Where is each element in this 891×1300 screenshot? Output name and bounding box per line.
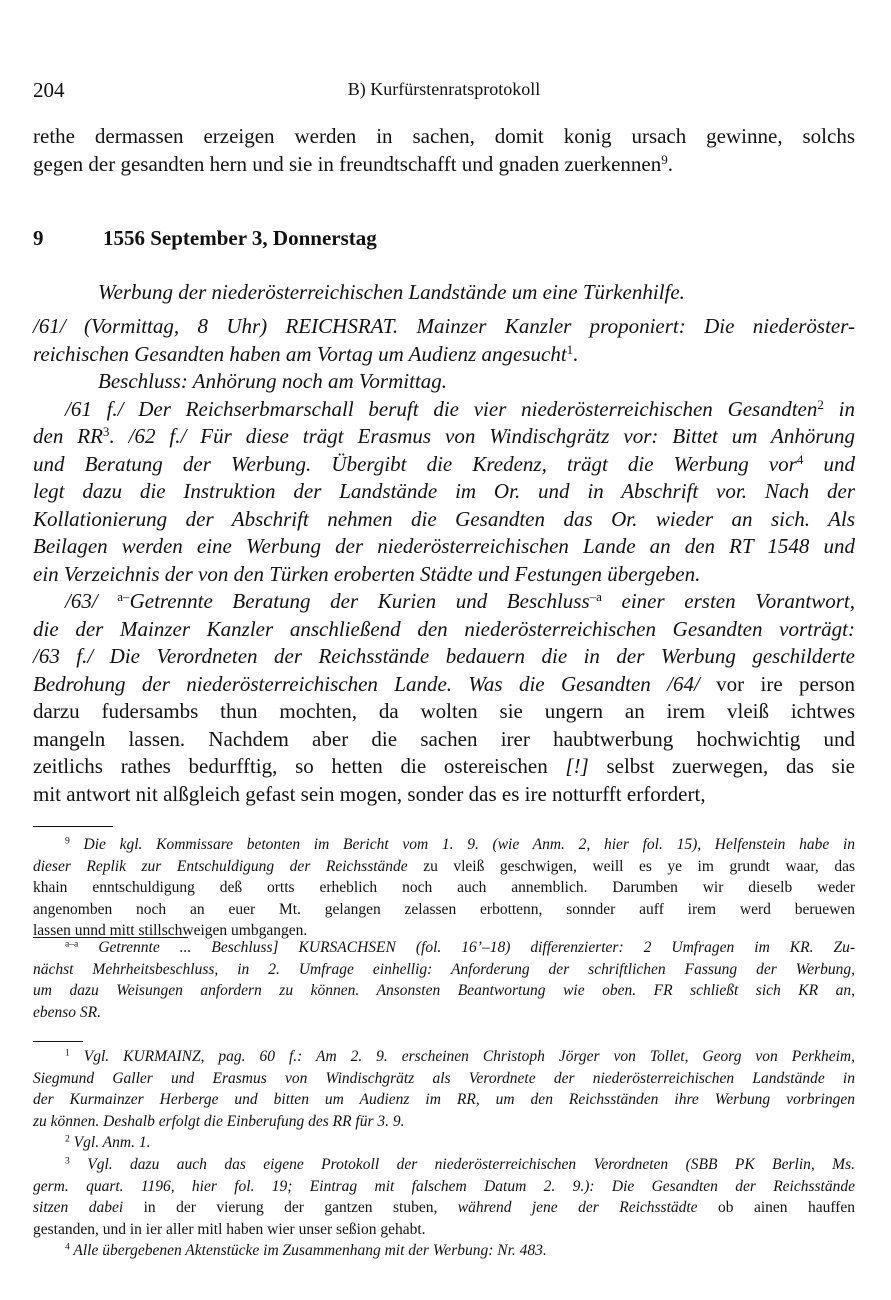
- footnote-rule: [33, 1041, 83, 1042]
- note-marker: 3: [102, 423, 110, 439]
- note-marker: 4: [796, 451, 804, 467]
- note-marker: 2: [65, 1134, 70, 1146]
- carryover-text: [33, 123, 855, 178]
- text-segment: mangeln lassen. Nachdem aber die sachen irer haubtwerbung hochwichtig und: [33, 726, 855, 751]
- text-segment: gestanden, und in ier aller mitl haben wier unser seßion gehabt.: [33, 1220, 426, 1238]
- text-line: [33, 313, 855, 341]
- text-line: [33, 396, 855, 424]
- text-line: [33, 1197, 855, 1219]
- text-segment: der Kurmainzer Herberge und bitten um Audienz im RR, um den Reichsständen ihre Werbung vorbringen: [33, 1091, 855, 1109]
- page-number: 204: [33, 78, 65, 102]
- text-segment: Bedrohung der niederösterreichischen Lande. Was die Gesandten /64/: [33, 671, 700, 696]
- text-line: [33, 588, 855, 616]
- text-line: [33, 726, 855, 754]
- paragraph: [33, 313, 855, 368]
- text-segment: zu vleiß geschwigen, weill es ye im grundt waar, das: [407, 857, 855, 875]
- text-segment: reichischen Gesandten haben am Vortag um Audienz angesucht: [33, 341, 567, 366]
- text-segment: nächst Mehrheitsbeschluss, in 2. Umfrage einhellig: Anforderung der schriftlichen Fassung der Werbung,: [33, 960, 855, 978]
- paragraph: [33, 368, 855, 396]
- text-line: [33, 123, 855, 151]
- text-segment: Beschluss: Anhörung noch am Vormittag.: [98, 369, 448, 393]
- text-segment: Vgl. Anm. 1.: [69, 1134, 151, 1152]
- text-segment: /61/ (Vormittag, 8 Uhr) REICHSRAT. Mainzer Kanzler proponiert: Die niederöster-: [33, 314, 855, 338]
- text-line: [33, 1068, 855, 1090]
- text-line: [33, 1219, 855, 1241]
- text-segment: Getrennte ... Beschluss] KURSACHSEN (fol. 16’–18) differenzierter: 2 Umfragen im KR. Zu-: [78, 939, 855, 956]
- text-segment: /63/: [65, 589, 118, 613]
- text-segment: Siegmund Galler und Erasmus von Windischgrätz als Verordnete der niederösterreichischen Landstände in: [33, 1069, 855, 1087]
- text-segment: Vgl. dazu auch das eigene Protokoll der niederösterreichischen Verordneten (SBB PK Berlin, Ms.: [69, 1156, 855, 1173]
- text-line: [33, 1154, 855, 1176]
- entry-number: 9: [33, 226, 44, 250]
- text-segment: dieser Replik zur Entschuldigung der Reichsstände: [33, 857, 408, 875]
- text-line: [33, 1111, 855, 1133]
- text-line: [33, 834, 855, 856]
- text-segment: zeitlichs rathes bedurfftig, so hetten die ostereischen: [33, 754, 566, 778]
- text-line: [33, 451, 855, 479]
- text-segment: . /62 f./ Für diese trägt Erasmus von Windischgrätz vor: Bittet um Anhörung: [109, 424, 855, 448]
- text-line: [33, 478, 855, 506]
- text-line: [33, 781, 855, 809]
- text-segment: und: [803, 451, 855, 476]
- note-marker: 4: [65, 1242, 70, 1254]
- text-segment: khain enntschuldigung deß ortts erheblich noch auch annemblich. Darumben wir dieselb weder: [33, 879, 855, 897]
- text-segment: den RR: [33, 424, 103, 448]
- text-line: [33, 980, 855, 1002]
- text-segment: um dazu Weisungen anfordern zu können. Ansonsten Beantwortung wie oben. FR schließt sich KR an,: [33, 982, 855, 1000]
- note-marker: a–: [117, 588, 130, 604]
- text-segment: /61 f./ Der Reichserbmarschall beruft die vier niederösterreichischen Gesandten: [65, 396, 818, 421]
- text-segment: Beilagen werden eine Werbung der niederösterreichischen Lande an den RT 1548 und: [33, 534, 855, 558]
- text-line: [33, 899, 855, 921]
- note-marker: –a: [589, 588, 602, 604]
- footnote-1: [33, 1046, 855, 1132]
- running-title: B) Kurfürstenratsprotokoll: [347, 79, 541, 99]
- text-segment: und Beratung der Werbung. Übergibt die Kredenz, trägt die Werbung vor: [33, 451, 797, 476]
- entry-title: 1556 September 3, Donnerstag: [103, 226, 377, 250]
- text-segment: in der vierung der gantzen stuben,: [123, 1199, 458, 1217]
- text-segment: Kollationierung der Abschrift nehmen die Gesandten das Or. wieder an sich. Als: [33, 506, 855, 531]
- note-marker: 9: [65, 835, 70, 847]
- footnote-9: [33, 834, 855, 942]
- text-segment: die der Mainzer Kanzler anschließend den niederösterreichischen Gesandten vorträgt:: [33, 616, 855, 641]
- note-marker: 3: [65, 1155, 70, 1167]
- note-marker: a–a: [65, 938, 79, 950]
- entry-subtitle: Werbung der niederösterreichischen Landstände um eine Türkenhilfe.: [98, 280, 685, 304]
- text-segment: vor ire person: [699, 671, 855, 696]
- text-segment: während jene der Reichsstädte: [457, 1199, 698, 1217]
- text-line: [33, 1132, 855, 1154]
- text-segment: Getrennte Beratung der Kurien und Beschluss: [129, 589, 590, 613]
- text-segment: Alle übergebenen Aktenstücke im Zusammenhang mit der Werbung: Nr. 483.: [69, 1242, 547, 1260]
- text-segment: einer ersten Vorantwort,: [601, 589, 855, 613]
- text-line: [33, 1046, 855, 1068]
- text-segment: in: [823, 396, 855, 421]
- text-line: [33, 959, 855, 981]
- text-segment: germ. quart. 1196, hier fol. 19; Eintrag mit falschem Datum 2. 9.): Die Gesandten der Reichsstände: [33, 1177, 855, 1195]
- text-segment: lassen unnd mitt stillschweigen umbgangen.: [33, 922, 308, 940]
- text-segment: gegen der gesandten hern und sie in freundtschafft und gnaden zuerkennen: [33, 151, 662, 176]
- text-segment: mit antwort nit alßgleich gefast sein mogen, sonder das es ire notturfft erfordert,: [33, 781, 706, 806]
- text-line: [33, 341, 855, 369]
- note-marker: 1: [65, 1047, 70, 1059]
- text-line: [33, 368, 855, 396]
- text-line: [33, 1176, 855, 1198]
- text-segment: Vgl. KURMAINZ, pag. 60 f.: Am 2. 9. erscheinen Christoph Jörger von Tollet, Georg von Perkheim,: [69, 1048, 855, 1065]
- text-line: [33, 1089, 855, 1111]
- text-segment: sitzen dabei: [33, 1199, 124, 1217]
- text-line: [33, 506, 855, 534]
- text-line: [33, 643, 855, 671]
- footnote-3: [33, 1154, 855, 1240]
- text-line: [33, 937, 855, 959]
- text-segment: angenomben noch an euer Mt. gelangen zelassen erbottenn, sonnder auff irem werd beruewen: [33, 900, 855, 918]
- text-line: [33, 616, 855, 644]
- text-segment: ob ainen hauffen: [697, 1199, 856, 1217]
- text-line: [33, 423, 855, 451]
- paragraph: [33, 396, 855, 589]
- paragraph: [33, 588, 855, 808]
- entry-heading: [33, 226, 377, 251]
- text-line: [33, 698, 855, 726]
- text-segment: Die kgl. Kommissare betonten im Bericht vom 1. 9. (wie Anm. 2, hier fol. 15), Helfenstein habe in: [69, 836, 855, 853]
- note-marker: 2: [817, 396, 824, 412]
- note-marker: 9: [661, 151, 668, 167]
- text-segment: legt dazu die Instruktion der Landstände im Or. und in Abschrift vor. Nach der: [33, 479, 855, 503]
- text-line: [33, 753, 855, 781]
- footnote-2: [33, 1132, 855, 1154]
- text-segment: darzu fudersambs thun mochten, da wolten sie ungern an irem vleiß ichtwes: [33, 699, 855, 723]
- text-segment: ein Verzeichnis der von den Türken eroberten Städte und Festungen übergeben.: [33, 561, 701, 586]
- text-segment: [!]: [565, 754, 589, 778]
- text-segment: .: [667, 151, 673, 176]
- note-marker: 1: [566, 341, 574, 357]
- text-line: [33, 533, 855, 561]
- text-line: [33, 151, 855, 179]
- text-segment: /63 f./ Die Verordneten der Reichsstände bedauern die in der Werbung geschilderte: [33, 644, 855, 668]
- text-line: [33, 877, 855, 899]
- text-line: [33, 1240, 855, 1262]
- page-header: [33, 78, 855, 104]
- text-segment: .: [573, 341, 579, 366]
- text-line: [33, 856, 855, 878]
- footnote-rule: [33, 826, 113, 827]
- text-segment: selbst zuerwegen, das sie: [588, 754, 855, 778]
- text-segment: rethe dermassen erzeigen werden in sachen, domit konig ursach gewinne, solchs: [33, 124, 855, 148]
- text-line: [33, 1002, 855, 1024]
- text-line: [33, 561, 855, 589]
- text-segment: ebenso SR.: [33, 1003, 102, 1021]
- footnote-4: [33, 1240, 855, 1262]
- text-line: [33, 671, 855, 699]
- text-segment: zu können. Deshalb erfolgt die Einberufung des RR für 3. 9.: [33, 1112, 405, 1130]
- footnote-a: [33, 937, 855, 1023]
